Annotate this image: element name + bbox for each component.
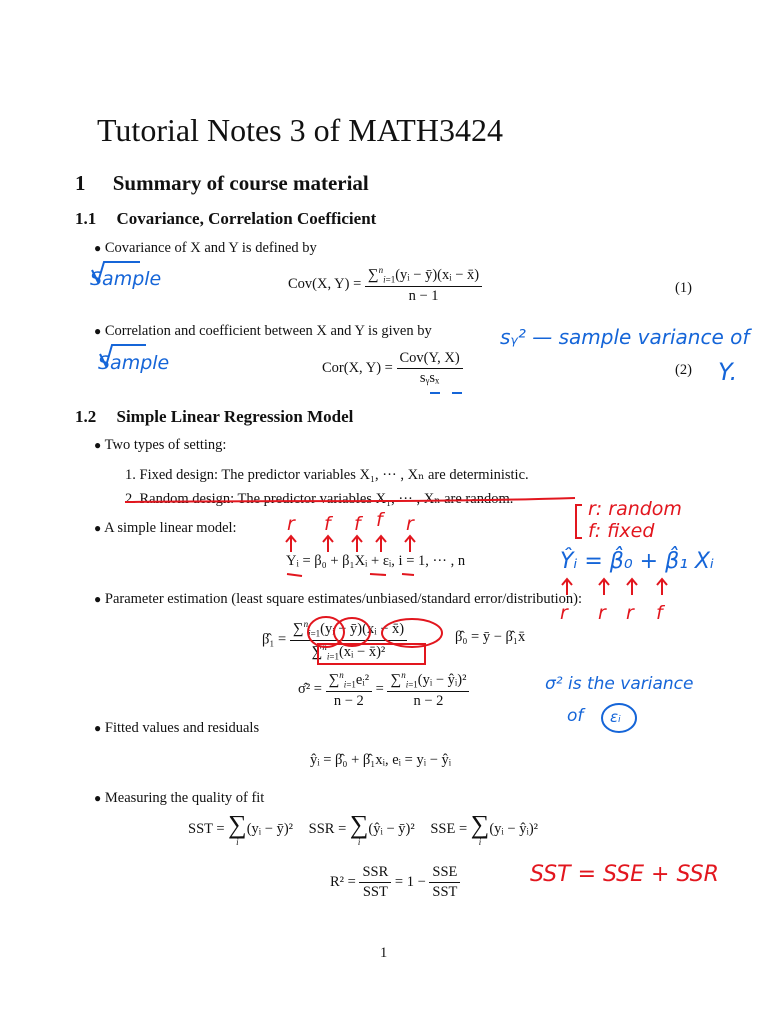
page-title: Tutorial Notes 3 of MATH3424 bbox=[97, 112, 503, 148]
equation-lhs: R² = bbox=[330, 873, 356, 890]
bullet-item bbox=[94, 437, 226, 454]
denominator: SST bbox=[432, 884, 458, 900]
equation-sigma: σ̂² = $\frac{\sum^n_{i=1}eᵢ^2}{n - 2}$ = $\frac{\sum^n_{i=1}(yᵢ - ŷᵢ)^2}{n - 2}$ bbox=[298, 670, 469, 710]
bullet-item bbox=[94, 240, 317, 257]
bullet-item bbox=[94, 323, 432, 340]
annotation-handwritten-model: Ŷᵢ = β̂₀ + β̂₁ Xᵢ bbox=[560, 549, 714, 574]
subsection-title: Covariance, Correlation Coefficient bbox=[116, 209, 377, 228]
bullet-text: Fitted values and residuals bbox=[104, 720, 260, 736]
annotation-letter: r bbox=[598, 602, 606, 624]
annotation-sample: Sample bbox=[90, 268, 162, 290]
annotation-sigma-note: σ² is the variance bbox=[545, 674, 694, 694]
bracket-icon bbox=[576, 505, 582, 538]
equation-lhs: β̂₁ = bbox=[262, 631, 287, 648]
denominator: SST bbox=[362, 884, 388, 900]
denominator: sᵧsₓ bbox=[419, 370, 440, 386]
sse-label: SSE = bbox=[430, 820, 468, 837]
numerator: (yᵢ − ŷᵢ)² bbox=[417, 671, 467, 688]
sst-label: SST = bbox=[188, 820, 225, 837]
section-number: 1 bbox=[75, 171, 86, 195]
bullet-text: Two types of setting: bbox=[104, 437, 227, 453]
annotation-letter: f bbox=[324, 513, 331, 535]
fraction: $\frac{\sum^n_{i=1}(yᵢ - ȳ)(xᵢ - x̄)}{n - 1}$ bbox=[365, 265, 482, 305]
summation: ∑ i bbox=[228, 810, 247, 847]
annotation-r-random: r: random bbox=[588, 498, 682, 520]
sst-term: (yᵢ − ȳ)² bbox=[246, 820, 294, 837]
equation-mid: = 1 − bbox=[394, 873, 426, 890]
numerator: eᵢ² bbox=[355, 671, 370, 688]
annotation-sample-variance: sᵧ² — sample variance of bbox=[500, 325, 750, 349]
numerator: (yᵢ − ȳ)(xᵢ − x̄) bbox=[320, 620, 405, 637]
fraction bbox=[429, 864, 460, 901]
bullet-icon: ● bbox=[94, 324, 102, 338]
annotation-y: Y. bbox=[718, 358, 738, 386]
equation-beta0: β̂₀ = ȳ − β̂₁x̄ bbox=[455, 629, 526, 645]
bullet-text: Correlation and coefficient between X and Y is given by bbox=[104, 323, 432, 339]
fraction: $\frac{\sum^n_{i=1}eᵢ^2}{n - 2}$ bbox=[326, 670, 372, 710]
bullet-item bbox=[94, 591, 582, 608]
annotation-letter: f bbox=[354, 513, 361, 535]
equation-lhs: Cor(X, Y) = bbox=[322, 359, 393, 376]
subsection-heading bbox=[75, 209, 376, 229]
equation-r-squared bbox=[330, 864, 460, 901]
list-item-fixed: 1. Fixed design: The predictor variables X₁, ··· , Xₙ are deterministic. bbox=[125, 467, 529, 483]
annotation-letter: r bbox=[626, 602, 634, 624]
numerator: Cov(Y, X) bbox=[397, 350, 463, 369]
bullet-text: A simple linear model: bbox=[104, 520, 237, 536]
subsection-title: Simple Linear Regression Model bbox=[116, 407, 354, 426]
equation-lhs: Cov(X, Y) = bbox=[288, 276, 362, 293]
numerator: SSE bbox=[429, 864, 460, 883]
bullet-text: Covariance of X and Y is defined by bbox=[104, 240, 317, 256]
bullet-icon: ● bbox=[94, 438, 102, 452]
annotation-epsilon: εᵢ bbox=[610, 708, 621, 726]
annotation-sigma-note: of bbox=[567, 706, 584, 726]
equation-beta1 bbox=[262, 619, 407, 661]
bullet-text: Measuring the quality of fit bbox=[104, 790, 265, 806]
sse-term: (yᵢ − ŷᵢ)² bbox=[489, 820, 539, 837]
annotation-letter: r bbox=[287, 513, 295, 535]
section-heading bbox=[75, 171, 369, 196]
summation: ∑ i bbox=[349, 810, 369, 847]
equation-model: Yᵢ = β₀ + β₁Xᵢ + εᵢ, i = 1, ··· , n bbox=[286, 553, 466, 569]
equation-label: (1) bbox=[675, 280, 692, 296]
ssr-label: SSR = bbox=[308, 820, 347, 837]
subsection-number: 1.2 bbox=[75, 407, 97, 426]
subsection-number: 1.1 bbox=[75, 209, 97, 228]
bullet-icon: ● bbox=[94, 791, 102, 805]
bullet-icon: ● bbox=[94, 721, 102, 735]
bullet-icon: ● bbox=[94, 521, 102, 535]
underline-icon bbox=[287, 574, 414, 576]
annotation-letter: r bbox=[406, 513, 414, 535]
ssr-term: (ŷᵢ − ȳ)² bbox=[368, 820, 415, 837]
equation-covariance bbox=[288, 265, 482, 305]
numerator: SSR bbox=[359, 864, 391, 883]
annotation-letter: f bbox=[376, 509, 383, 531]
numerator: (yᵢ − ȳ)(xᵢ − x̄) bbox=[395, 266, 480, 283]
denominator: n − 2 bbox=[333, 692, 364, 709]
annotation-sample: Sample bbox=[98, 352, 170, 374]
summation: ∑ i bbox=[470, 810, 490, 847]
section-title: Summary of course material bbox=[112, 171, 369, 195]
fraction: $\frac{\sum^n_{i=1}(yᵢ - ȳ)(xᵢ - x̄)}{\sum^n_{i=1}(xᵢ - x̄)^2}$ bbox=[290, 619, 407, 661]
bullet-icon: ● bbox=[94, 592, 102, 606]
equation-label: (2) bbox=[675, 362, 692, 378]
annotation-f-fixed: f: fixed bbox=[588, 520, 655, 542]
bullet-text: Parameter estimation (least square estimates/unbiased/standard error/distribution): bbox=[104, 591, 583, 607]
bullet-item bbox=[94, 790, 264, 807]
equation-sums bbox=[188, 812, 538, 847]
annotation-letter: f bbox=[656, 602, 663, 624]
fraction bbox=[397, 350, 463, 387]
fraction: $\frac{\sum^n_{i=1}(yᵢ - ŷᵢ)^2}{n - 2}$ bbox=[387, 670, 469, 710]
fraction bbox=[359, 864, 391, 901]
annotation-sst-identity: SST = SSE + SSR bbox=[530, 862, 719, 887]
denominator: n − 1 bbox=[408, 287, 439, 304]
subsection-heading bbox=[75, 407, 353, 427]
list-item-random: 2. Random design: The predictor variables X₁, ··· , Xₙ are random. bbox=[125, 491, 514, 507]
bullet-item bbox=[94, 720, 259, 737]
equation-fitted: ŷᵢ = β̂₀ + β̂₁xᵢ, eᵢ = yᵢ − ŷᵢ bbox=[310, 752, 452, 768]
denominator: (xᵢ − x̄)² bbox=[338, 643, 386, 660]
bullet-item bbox=[94, 520, 237, 537]
page-number: 1 bbox=[380, 945, 388, 961]
equation-lhs: σ̂² = bbox=[298, 681, 322, 698]
denominator: n − 2 bbox=[413, 692, 444, 709]
bullet-icon: ● bbox=[94, 241, 102, 255]
equation-correlation bbox=[322, 350, 463, 387]
annotation-letter: r bbox=[560, 602, 568, 624]
